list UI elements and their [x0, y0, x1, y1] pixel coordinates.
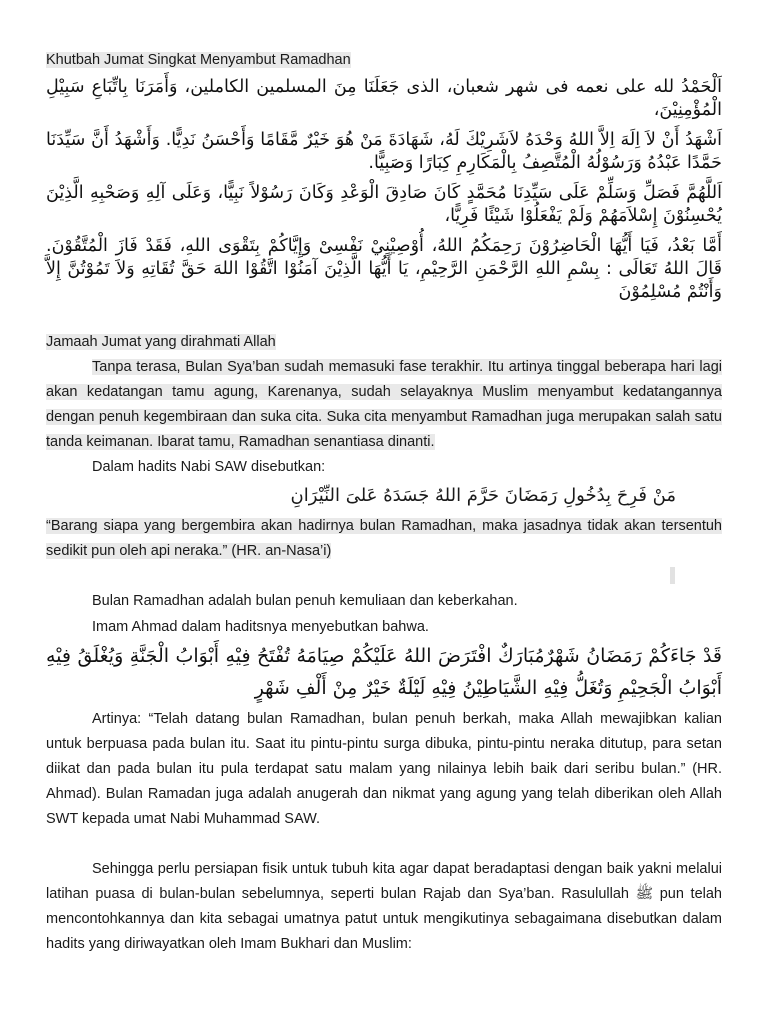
- opening-salawat: اَللَّهُمَّ فَصَلِّ وَسَلِّمْ عَلَى سَيِّدِنَا مُحَمَّدٍ كَانَ صَادِقَ الْوَعْدِ وَكَانَ رَسُوْلاً نَبِيًّا، وَعَلَى آلِهِ وَصَحْبِهِ الَّذِيْنَ يُحْسِنُوْنَ إِسْلاَمَهُمْ وَلَمْ يَفْعَلُوْا شَيْئًا فَرِيًّا،: [46, 183, 722, 226]
- hadith1-arabic-wrap: [46, 484, 722, 508]
- greeting: Jamaah Jumat yang dirahmati Allah: [46, 334, 276, 350]
- greeting-wrap: [46, 333, 722, 351]
- ramadhan-glory-line: Bulan Ramadhan adalah bulan penuh kemuliaan dan keberkahan.: [92, 593, 518, 609]
- document-title-wrap: [46, 51, 722, 69]
- document-title: Khutbah Jumat Singkat Menyambut Ramadhan: [46, 52, 351, 68]
- hadith-intro: Dalam hadits Nabi SAW disebutkan:: [92, 459, 326, 475]
- hadith1-translation-wrap: [46, 514, 722, 564]
- opening-shahada: اَشْهَدُ أَنْ لاَ اِلَهَ اِلاَّ اللهُ وَحْدَهُ لاَشَرِيْكَ لَهُ، شَهَادَةَ مَنْ هُوَ خَيْرٌ مَّقَامًا وَأَحْسَنُ نَدِيًّا. وَأَشْهَدُ أَنَّ سَيِّدَنَا حَمَّدًا عَبْدُهُ وَرَسُوْلُهُ الْمُتَّصِفُ بِالْمَكَارِمِ كِبَارًا وَصَبِيًّا.: [46, 130, 722, 173]
- hadith1-arabic: مَنْ فَرِحَ بِدُخُولِ رَمَضَانَ حَرَّمَ اللهُ جَسَدَهُ عَلىَ النِّيْرَانِ: [290, 485, 676, 506]
- intro-paragraph: Tanpa terasa, Bulan Sya’ban sudah memasuki fase terakhir. Itu artinya tinggal beberapa hari lagi akan kedatangan tamu agung, Karenanya, sudah selayaknya Muslim menyambut kedatangannya dengan penuh kegembiraan dan suka cita. Suka cita menyambut Ramadhan juga merupakan salah satu tanda keimanan. Ibarat tamu, Ramadhan senantiasa dinanti.: [46, 359, 722, 450]
- intro-paragraph-wrap: [46, 355, 722, 455]
- imam-ahmad-line: Imam Ahmad dalam haditsnya menyebutkan bahwa.: [92, 619, 429, 635]
- opening-arabic-block: [46, 76, 722, 304]
- preparation-paragraph: Sehingga perlu persiapan fisik untuk tubuh kita agar dapat beradaptasi dengan baik yakni melalui latihan puasa di bulan-bulan sebelumnya, seperti bulan Rajab dan Sya’ban. Rasulullah ﷺ pun telah mencontohkannya dan kita sebagai umatnya patut untuk mengikutinya sebagaimana disebutkan dalam hadits yang diriwayatkan oleh Imam Bukhari dan Muslim:: [46, 861, 722, 952]
- hadith2-arabic: قَدْ جَاءَكُمْ رَمَضَانُ شَهْرٌمُبَارَكٌ افْتَرَضَ اللهُ عَلَيْكُمْ صِيَامَهُ تُفْتَحُ فِيْهِ أَبْوَابُ الْجَنَّةِ وَيُغْلَقُ فِيْهِ أَبْوَابُ الْجَحِيْمِ وَتُغَلُّ فِيْهِ الشَّيَاطِيْنُ فِيْهِ لَيْلَةٌ خَيْرٌ مِنْ أَلْفِ شَهْرٍ: [46, 645, 722, 699]
- hadith2-arabic-wrap: [46, 640, 722, 704]
- opening-amma-badu: أَمَّا بَعْدُ، فَيَا أَيُّهَا الْحَاضِرُوْنَ رَحِمَكُمُ اللهُ، أُوْصِيْنِيْ نَفْسِىْ وَإِيَّاكُمْ بِتَقْوَى اللهِ، فَقَدْ فَازَ الْمُتَّقُوْنَ. قَالَ اللهُ تَعَالَى : بِسْمِ اللهِ الرَّحْمَنِ الرَّحِيْمِ، يَا أَيُّهَا الَّذِيْنَ آمَنُوْا اتَّقُوْا اللهَ حَقَّ تُقَاتِهِ وَلاَ تَمُوْتُنَّ إِلاَّ وَأَنْتُمْ مُسْلِمُوْنَ: [46, 236, 722, 302]
- opening-praise: اَلْحَمْدُ لله على نعمه فى شهر شعبان، الذى جَعَلَنَا مِنَ المسلمين الكاملين، وَأَمَرَنَا بِاتِّبَاعِ سَبِيْلِ الْمُؤْمِنِيْنَ،: [46, 77, 722, 120]
- text-cursor-marker: [670, 567, 675, 584]
- hadith1-translation: “Barang siapa yang bergembira akan hadirnya bulan Ramadhan, maka jasadnya tidak akan tersentuh sedikit pun oleh api neraka.” (HR. an-Nasa’i): [46, 518, 722, 559]
- translation-paragraph: Artinya: “Telah datang bulan Ramadhan, bulan penuh berkah, maka Allah mewajibkan kalian untuk berpuasa pada bulan itu. Saat itu pintu-pintu surga dibuka, pintu-pintu neraka ditutup, para setan diikat dan pada bulan itu pula terdapat satu malam yang nilainya lebih baik dari seribu bulan.” (HR. Ahmad). Bulan Ramadan juga adalah anugerah dan nikmat yang agung yang telah diberikan oleh Allah SWT kepada umat Nabi Muhammad SAW.: [46, 711, 722, 827]
